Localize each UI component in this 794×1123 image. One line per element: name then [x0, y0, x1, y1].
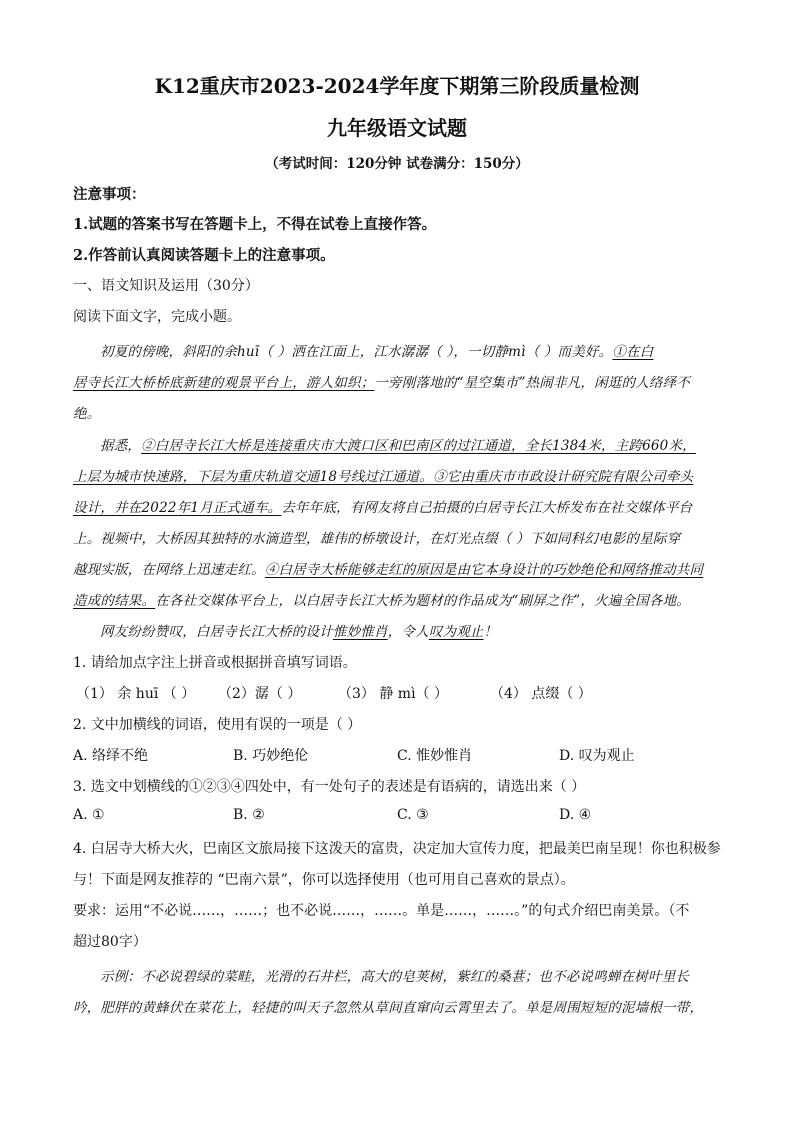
- passage-text: 在各社交媒体平台上，以白居寺长江大桥为题材的作品成为“刷屏之作”，火遍全国各地。: [155, 593, 691, 609]
- passage-text: 网友纷纷赞叹，白居寺长江大桥的设计: [100, 624, 333, 640]
- underlined-sentence-2: 上层为城市快速路，下层为重庆轨道交通18号线过江通道。: [73, 469, 434, 485]
- exam-info: （考试时间：120分钟 试卷满分：150分）: [265, 156, 529, 172]
- underlined-sentence-1: 居寺长江大桥桥底新建的观景平台上，游人如织；: [73, 375, 375, 391]
- note-item: 2.作答前认真阅读答题卡上的注意事项。: [73, 247, 335, 264]
- underlined-word: 叹为观止: [428, 624, 484, 640]
- passage-text: 去年年底，有网友将自己拍摄的白居寺长江大桥发布在社交媒体平台: [281, 500, 693, 516]
- notes-heading: 注意事项：: [73, 186, 146, 203]
- underlined-sentence-3: ③它由重庆市市政设计研究院有限公司牵头: [433, 469, 694, 485]
- passage-line: 上。视频中，大桥因其独特的水滴造型，雄伟的桥墩设计，在灯光点缀（ ）下如同科幻电影的星际穿: [73, 531, 681, 547]
- passage-text: 越现实版，在网络上迅速走红。: [73, 562, 265, 578]
- passage-text: 一旁刚落地的“星空集市”热闹非凡，闲逛的人络绎不: [374, 375, 691, 391]
- underlined-sentence-4: 造成的结果。: [73, 593, 156, 609]
- q3-option-b: B. ②: [233, 807, 265, 823]
- passage-line: [73, 496, 794, 516]
- passage-text: 据悉，: [100, 438, 142, 454]
- passage-text: ，令人: [387, 624, 429, 640]
- q1-item: （3） 静 mì（ ）: [338, 686, 449, 702]
- q4-requirement: 超过80字）: [73, 934, 147, 950]
- question-2: 2. 文中加横线的词语，使用有误的一项是（ ）: [73, 717, 362, 733]
- question-3: 3. 选文中划横线的①②③④四处中，有一处句子的表述是有语病的，请选出来（ ）: [73, 779, 586, 795]
- q3-option-c: C. ③: [397, 807, 429, 823]
- passage-line: [100, 620, 794, 640]
- q2-option-a: A. 络绎不绝: [73, 748, 149, 764]
- passage-line: 绝。: [73, 406, 101, 422]
- underlined-sentence-4: ④白居寺大桥能够走红的原因是由它本身设计的巧妙绝伦和网络推动共同: [264, 562, 704, 578]
- page-title: K12重庆市2023-2024学年度下期第三阶段质量检测: [154, 74, 640, 98]
- q2-option-d: D. 叹为观止: [559, 748, 635, 764]
- section-intro: 阅读下面文字，完成小题。: [73, 309, 241, 325]
- q2-option-c: C. 惟妙惟肖: [397, 748, 473, 764]
- q1-item: （4） 点缀（ ）: [490, 686, 592, 702]
- passage-line: [73, 589, 794, 609]
- underlined-sentence-1: ①在白: [612, 344, 654, 360]
- underlined-word: 惟妙惟肖: [332, 624, 388, 640]
- q1-item: （2）潺（ ）: [218, 686, 302, 702]
- underlined-sentence-2: ②白居寺长江大桥是连接重庆市大渡口区和巴南区的过江通道，全长1384米，主跨660米，: [141, 438, 696, 454]
- q1-item: （1） 余 huī （ ）: [76, 686, 196, 702]
- q3-option-a: A. ①: [73, 807, 105, 823]
- section-heading: 一、语文知识及运用（30分）: [73, 278, 259, 294]
- passage-line: [100, 340, 794, 360]
- question-1: 1. 请给加点字注上拼音或根据拼音填写词语。: [73, 655, 357, 671]
- passage-text: huī（ ）洒在江面上，江水潺潺（ ），一切静: [237, 344, 509, 360]
- q3-option-d: D. ④: [559, 807, 592, 823]
- passage-line: [73, 465, 794, 485]
- passage-line: [100, 434, 794, 454]
- passage-text: ！: [483, 624, 498, 640]
- q2-option-b: B. 巧妙绝伦: [233, 748, 309, 764]
- question-4: 4. 白居寺大桥大火，巴南区文旅局接下这泼天的富贵，决定加大宣传力度，把最美巴南呈现！你也积极参: [73, 841, 721, 857]
- question-4: 与！下面是网友推荐的 “巴南六景”，你可以选择使用（也可用自己喜欢的景点）。: [73, 872, 575, 888]
- passage-text: mì（ ）而美好。: [508, 344, 613, 360]
- example-text: 示例：不必说碧绿的菜畦，光滑的石井栏，高大的皂荚树，紫红的桑葚；也不必说鸣蝉在树叶里长: [100, 969, 690, 985]
- note-item: 1.试题的答案书写在答题卡上，不得在试卷上直接作答。: [73, 216, 437, 233]
- passage-line: [73, 558, 794, 578]
- page-subtitle: 九年级语文试题: [327, 116, 467, 140]
- passage-line: [73, 371, 794, 391]
- underlined-sentence-3: 设计，并在2022年1月正式通车。: [73, 500, 282, 516]
- example-text: 吟，肥胖的黄蜂伏在菜花上，轻捷的叫天子忽然从草间直窜向云霄里去了。单是周围短短的泥墙根一带，: [73, 1000, 704, 1016]
- q4-requirement: 要求：运用“不必说……，……；也不必说……，……。单是……，……。”的句式介绍巴南美景。（不: [73, 903, 690, 919]
- passage-text: 初夏的傍晚，斜阳的余: [100, 344, 237, 360]
